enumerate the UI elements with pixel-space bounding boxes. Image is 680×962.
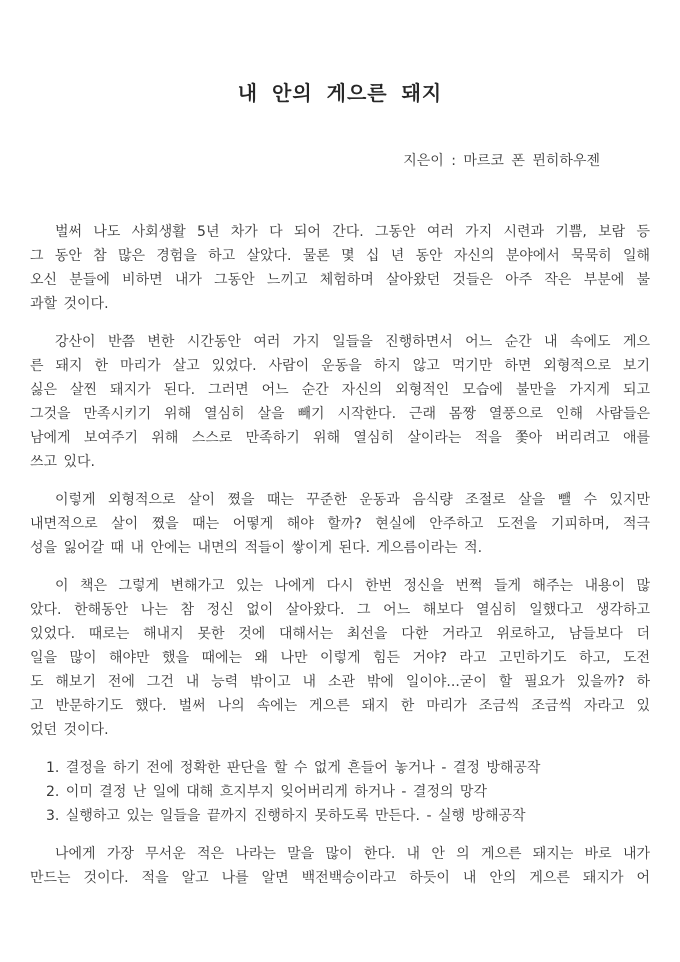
text-line: 오신 분들에 비하면 내가 그동안 느끼고 체험하며 살아왔던 것들은 아주 작은 부분에 불	[30, 272, 650, 288]
list-item: 2. 이미 결정 난 일에 대해 흐지부지 잊어버리게 하거나 - 결정의 망각	[46, 784, 487, 800]
text-line: 만드는 것이다. 적을 알고 나를 알면 백전백승이라고 하듯이 내 안의 게으른 돼지가 어	[30, 870, 650, 886]
text-line: 이 책은 그렇게 변해가고 있는 나에게 다시 한번 정신을 번쩍 들게 해주는 내용이 많	[55, 578, 650, 594]
text-line: 었던 것이다.	[30, 722, 109, 738]
paragraph	[30, 488, 650, 560]
text-line: 이렇게 외형적으로 살이 쪘을 때는 꾸준한 운동과 음식량 조절로 살을 뺄 수 있지만	[55, 492, 650, 508]
paragraph	[30, 220, 650, 316]
text-line: 쓰고 있다.	[30, 454, 95, 470]
text-line: 았다. 한해동안 나는 참 정신 없이 살아왔다. 그 어느 해보다 열심히 일했다고 생각하고	[30, 602, 650, 618]
text-line: 일을 많이 해야만 했을 때에는 왜 나만 이렇게 힘든 거야? 라고 고민하기도 하고, 도전	[30, 650, 650, 666]
text-line: 성을 잃어갈 때 내 안에는 내면의 적들이 쌓이게 된다. 게으름이라는 적.	[30, 540, 483, 556]
text-line: 싫은 살찐 돼지가 된다. 그러면 어느 순간 자신의 외형적인 모습에 불만을 가지게 되고	[30, 382, 650, 398]
paragraph	[30, 330, 650, 474]
list-item: 3. 실행하고 있는 일들을 끝까지 진행하지 못하도록 만든다. - 실행 방해공작	[46, 808, 526, 824]
text-line: 고 반문하기도 했다. 벌써 나의 속에는 게으른 돼지 한 마리가 조금씩 조금씩 자라고 있	[30, 698, 650, 714]
text-line: 그 동안 참 많은 경험을 하고 살았다. 물론 몇 십 년 동안 자신의 분야에서 묵묵히 일해	[30, 248, 650, 264]
document-body	[30, 220, 650, 890]
text-line: 른 돼지 한 마리가 살고 있었다. 사람이 운동을 하지 않고 먹기만 하면 외형적으로 보기	[30, 358, 650, 374]
document-title: 내 안의 게으른 돼지	[237, 81, 443, 105]
text-line: 있었다. 때로는 해내지 못한 것에 대해서는 최선을 다한 거라고 위로하고, 남들보다 더	[30, 626, 650, 642]
text-line: 내면적으로 살이 쪘을 때는 어떻게 해야 할까? 현실에 안주하고 도전을 기피하며, 적극	[30, 516, 650, 532]
paragraph	[30, 842, 650, 890]
text-line: 강산이 반쯤 변한 시간동안 여러 가지 일들을 진행하면서 어느 순간 내 속에도 게으	[55, 334, 650, 350]
text-line: 나에게 가장 무서운 적은 나라는 말을 많이 한다. 내 안 의 게으른 돼지는 바로 내가	[55, 846, 650, 862]
text-line: 과할 것이다.	[30, 296, 109, 312]
numbered-list	[30, 756, 650, 828]
text-line: 남에게 보여주기 위해 스스로 만족하기 위해 열심히 살이라는 적을 쫓아 버리려고 애를	[30, 430, 650, 446]
paragraph	[30, 574, 650, 742]
text-line: 그것을 만족시키기 위해 열심히 살을 빼기 시작한다. 근래 몸짱 열풍으로 인해 사람들은	[30, 406, 650, 422]
author-line: 지은이 : 마르코 폰 뮌히하우젠	[403, 153, 600, 169]
text-line: 도 해보기 전에 그건 내 능력 밖이고 내 소관 밖에 일이야...굳이 할 필요가 있을까? 하	[30, 674, 650, 690]
list-item: 1. 결정을 하기 전에 정확한 판단을 할 수 없게 흔들어 놓거나 - 결정 방해공작	[46, 760, 541, 776]
text-line: 벌써 나도 사회생활 5년 차가 다 되어 간다. 그동안 여러 가지 시련과 기쁨, 보람 등	[55, 224, 650, 240]
